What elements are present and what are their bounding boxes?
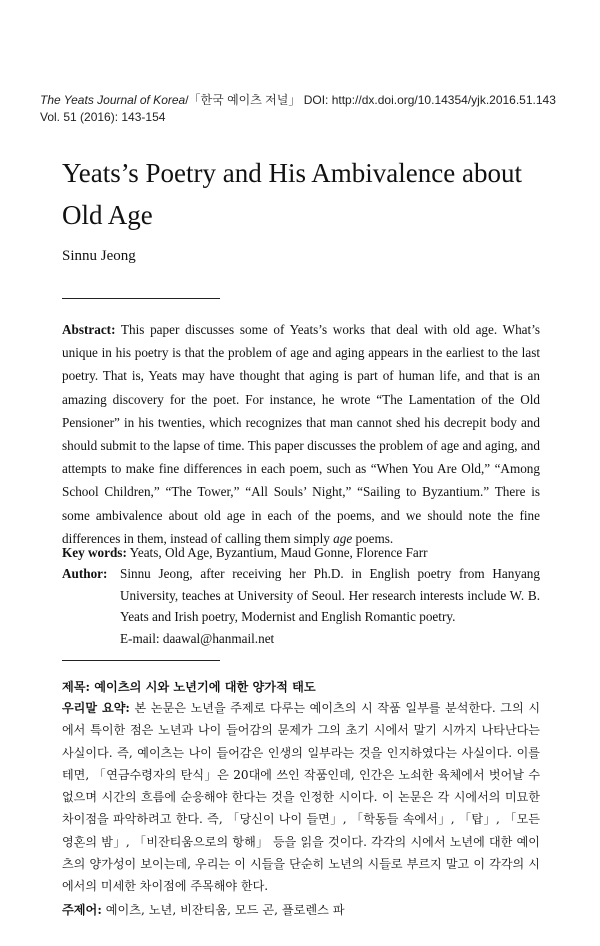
abstract bbox=[62, 318, 540, 550]
paper-title: Yeats’s Poetry and His Ambivalence about Old Age bbox=[62, 158, 522, 230]
korean-keywords-text: 예이츠, 노년, 비잔티움, 모드 곤, 플로렌스 파 bbox=[101, 903, 345, 917]
korean-summary-text: 본 논문은 노년을 주제로 다루는 예이츠의 시 작품 일부를 분석한다. 그의 시에서 특이한 점은 노년과 나이 들어감의 문제가 그의 초기 시에서 말기 시까지 나타난다는 사실이다. 즉, 예이츠는 나이 들어감은 인생의 일부라는 것을 인지하였다는 사실이다. 이를테면, 「연금수령자의 탄식」은 20대에 쓰인 작품인데, 인간은 노쇠한 육체에서 벗어날 수 없으며 시간의 흐름에 순응해야 한다는 것을 인정한 시이다. 이 논문은 각 시에서의 미묘한 차이점을 파악하려고 한다. 즉, 「당신이 나이 들면」, 「학동들 속에서」, 「탑」, 「모든 영혼의 밤」, 「비잔티움으로의 항해」 등을 읽을 것이다. 각각의 시에서 노년에 대한 예이츠의 양가성이 보이는데, 우리는 이 시들을 단순히 노년의 시들로 부르지 말고 이 각각의 시에서의 미세한 차이점에 주목해야 한다. bbox=[62, 701, 541, 894]
abstract-text: This paper discusses some of Yeats’s works that deal with old age. What’s unique in his poetry is that the problem of age and aging appears in the earliest to the last poetry. That is, Yeats may have thought that aging is part of human life, and that is an amazing discovery for the poet. For instance, he wrote “The Lamentation of the Old Pensioner” in his twenties, which recognizes that man cannot shed his decrepit body and should submit to the lapse of time. This paper discusses the problem of age and aging, and attempts to make fine differences in each poem, such as “When You Are Old,” “Among School Children,” “The Tower,” “All Souls’ Night,” “Sailing to Byzantium.” There is some ambivalence about old age in each of the poems, and we should note the fine differences in them, instead of calling them simply bbox=[62, 322, 540, 546]
korean-journal-name: /「한국 예이츠 저널」 bbox=[185, 93, 301, 107]
abstract-label: Abstract: bbox=[62, 322, 116, 337]
korean-keywords bbox=[62, 899, 540, 921]
journal-name: The Yeats Journal of Korea bbox=[40, 93, 186, 107]
doi-link[interactable]: DOI: http://dx.doi.org/10.14354/yjk.2016.51.143 bbox=[300, 93, 556, 107]
author-info-label: Author: bbox=[62, 566, 108, 581]
author-name: Sinnu Jeong bbox=[62, 248, 136, 264]
volume-info: Vol. 51 (2016): 143-154 bbox=[40, 110, 166, 124]
korean-keywords-label: 주제어: bbox=[62, 903, 102, 917]
keywords-text: Yeats, Old Age, Byzantium, Maud Gonne, Florence Farr bbox=[126, 545, 428, 560]
divider bbox=[62, 298, 220, 299]
keywords-label: Key words: bbox=[62, 545, 127, 560]
divider bbox=[62, 660, 220, 661]
abstract-emphasis: age bbox=[333, 530, 353, 546]
korean-title: 제목: 예이츠의 시와 노년기에 대한 양가적 태도 bbox=[62, 680, 316, 694]
korean-summary-label: 우리말 요약: bbox=[62, 701, 130, 715]
author-email[interactable]: E-mail: daawal@hanmail.net bbox=[120, 630, 275, 646]
abstract-text-end: poems. bbox=[352, 530, 394, 546]
keywords bbox=[62, 541, 540, 564]
journal-header bbox=[40, 92, 570, 126]
author-info-text: Sinnu Jeong, after receiving her Ph.D. in English poetry from Hanyang University, teaches at University of Seoul. Her research interests include W. B. Yeats and Irish poetry, Modernist and English Romantic poetry. bbox=[120, 566, 540, 624]
author-info bbox=[62, 563, 540, 649]
korean-summary bbox=[62, 697, 540, 898]
